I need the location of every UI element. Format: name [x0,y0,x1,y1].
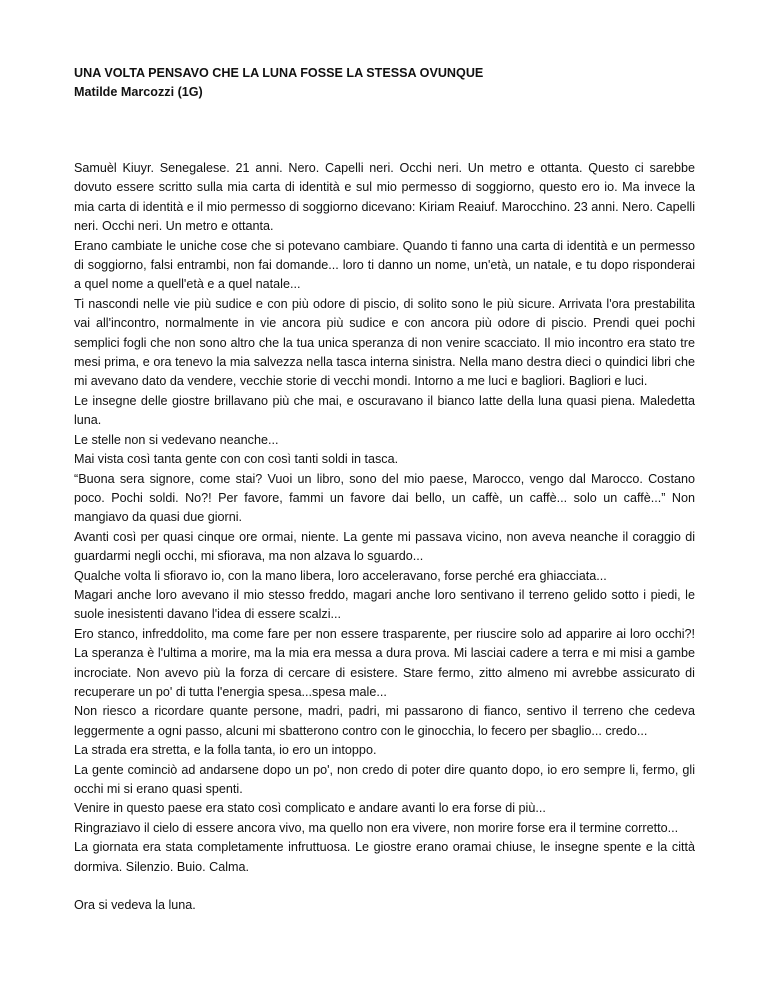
closing-line: Ora si vedeva la luna. [74,898,196,913]
document-page [74,64,695,916]
paragraph: Le insegne delle giostre brillavano più che mai, e oscuravano il bianco latte della luna quasi piena. Maledetta luna. [74,393,695,428]
paragraph: Mai vista così tanta gente con con così tanti soldi in tasca. [74,452,399,467]
story-body [74,159,695,916]
paragraph: La strada era stretta, e la folla tanta, io ero un intoppo. [74,743,377,758]
paragraph: Venire in questo paese era stato così complicato e andare avanti lo era forse di più... [74,801,546,816]
paragraph: La gente cominciò ad andarsene dopo un po', non credo di poter dire quanto dopo, io ero sempre li, fermo, gli occhi mi si erano quasi spenti. [74,762,695,796]
paragraph: Erano cambiate le uniche cose che si potevano cambiare. Quando ti fanno una carta di identità e un permesso di soggiorno, falsi entrambi, non fai domande... loro ti danno un nome, un'età, un natale, e tu dopo risponderai a quel nome a quell'età e a quel natale... [74,238,695,292]
paragraph: Le stelle non si vedevano neanche... [74,432,279,447]
paragraph: “Buona sera signore, come stai? Vuoi un libro, sono del mio paese, Marocco, vengo dal Marocco. Costano poco. Pochi soldi. No?! Per favore, fammi un favore dai bello, un caffè, un caffè... solo un caffè...” Non mangiavo da quasi due giorni. [74,471,695,525]
paragraph: Ringraziavo il cielo di essere ancora vivo, ma quello non era vivere, non morire forse era il termine corretto... [74,820,679,835]
paragraph-spacer [74,877,695,896]
document-title: UNA VOLTA PENSAVO CHE LA LUNA FOSSE LA STESSA OVUNQUE [74,66,484,80]
paragraph: La giornata era stata completamente infruttuosa. Le giostre erano oramai chiuse, le insegne spente e la città dormiva. Silenzio. Buio. Calma. [74,840,695,874]
document-author: Matilde Marcozzi (1G) [74,85,203,99]
paragraph: Qualche volta li sfioravo io, con la mano libera, loro acceleravano, forse perché era ghiacciata... [74,568,607,583]
paragraph: Avanti così per quasi cinque ore ormai, niente. La gente mi passava vicino, non aveva neanche il coraggio di guardarmi negli occhi, mi sfiorava, ma non alzava lo sguardo... [74,529,695,564]
paragraph: Samuèl Kiuyr. Senegalese. 21 anni. Nero. Capelli neri. Occhi neri. Un metro e ottanta. Questo ci sarebbe dovuto essere scritto sulla mia carta di identità e sul mio permesso di soggiorno, questo ero io. Ma invece la mia carta di identità e il mio permesso di soggiorno dicevano: Kiriam Reaiuf. Marocchino. 23 anni. Nero. Capelli neri. Occhi neri. Un metro e ottanta. [74,161,695,234]
paragraph: Ero stanco, infreddolito, ma come fare per non essere trasparente, per riuscire solo ad apparire ai loro occhi?! La speranza è l'ultima a morire, ma la mia era messa a dura prova. Mi lasciai cadere a terra e mi misi a gambe incrociate. Non avevo più la forza di cercare di esistere. Stare fermo, zitto almeno mi avrebbe assicurato di recuperare un po' di tutta l'energia spesa...spesa male... [74,626,695,699]
paragraph: Ti nascondi nelle vie più sudice e con più odore di piscio, di solito sono le più sicure. Arrivata l'ora prestabilita vai all'incontro, normalmente in vie ancora più sudice e con ancora più odore di piscio. Prendi quei pochi semplici fogli che non sono altro che la tua unica speranza di non venire scacciato. Il mio incontro era stato tre mesi prima, e ora tenevo la mia salvezza nella tasca interna sinistra. Nella mano destra dieci o quindici libri che mi avevano dato da vendere, vecchie storie di vecchi mondi. Intorno a me luci e bagliori. Bagliori e luci. [74,296,695,389]
paragraph: Non riesco a ricordare quante persone, madri, padri, mi passarono di fianco, sentivo il terreno che cedeva leggermente a ogni passo, alcuni mi sbatterono contro con le ginocchia, lo fecero per sbaglio... credo... [74,704,695,738]
paragraph: Magari anche loro avevano il mio stesso freddo, magari anche loro sentivano il terreno gelido sotto i piedi, le suole inesistenti davano l'idea di essere scalzi... [74,587,695,622]
